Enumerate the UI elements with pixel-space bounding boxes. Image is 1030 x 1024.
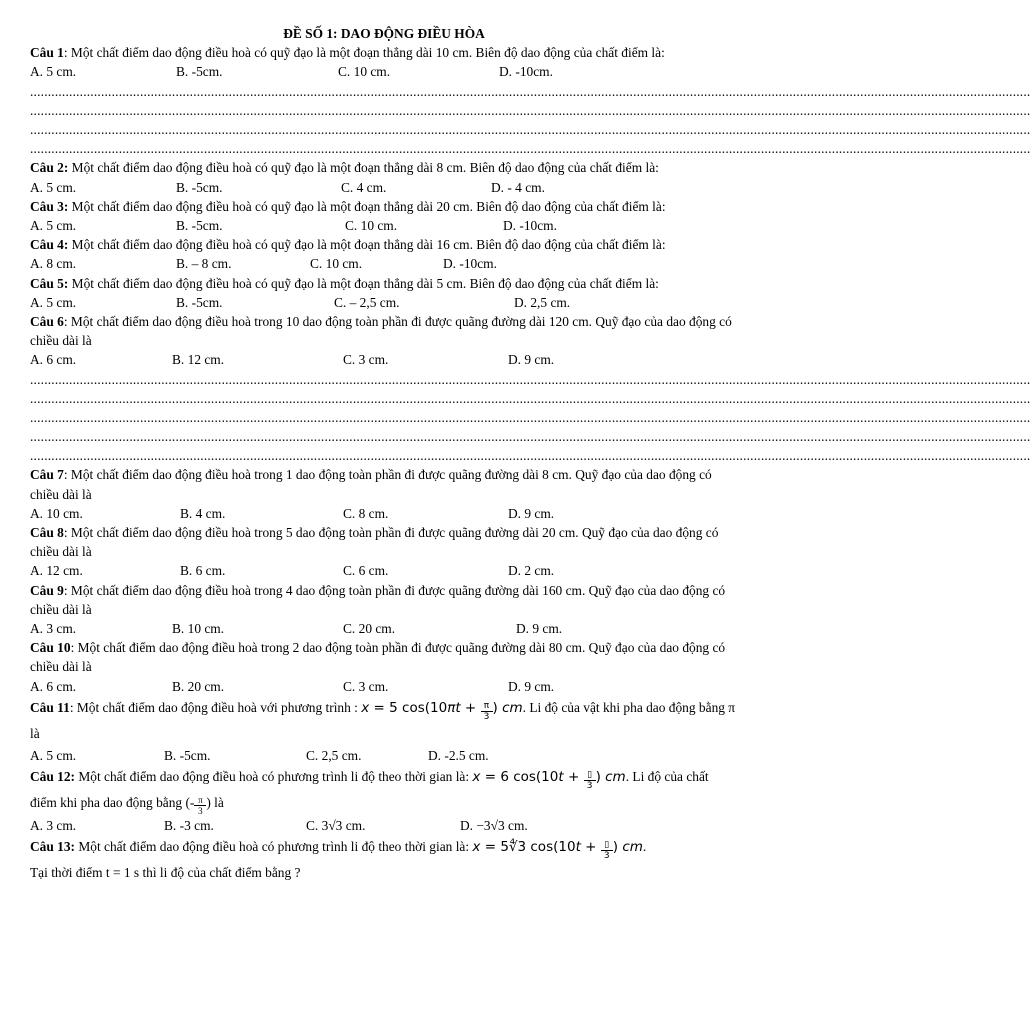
option-a[interactable]: A. 8 cm. [30, 256, 77, 272]
option-c[interactable]: C. 8 cm. [343, 505, 389, 521]
question-2 [30, 158, 738, 196]
option-b[interactable]: B. -5cm. [176, 217, 223, 233]
option-a[interactable]: A. 5 cm. [30, 747, 77, 763]
question-body: Một chất điểm dao động điều hoà có phương trình li độ theo thời gian là: [75, 769, 473, 784]
answer-options [30, 746, 738, 765]
answer-options [30, 350, 738, 369]
eq-fraction [601, 840, 613, 861]
equation [472, 769, 626, 791]
option-d[interactable]: D. −3√3 cm. [460, 818, 528, 833]
eq-variable: x [472, 769, 481, 785]
option-b[interactable]: B. 10 cm. [172, 621, 225, 637]
eq-plus: + [460, 699, 481, 716]
question-text [30, 197, 738, 216]
option-b[interactable]: B. 20 cm. [172, 678, 225, 694]
answer-line: .......................................................................................................................................................................................................................................................................................... [30, 102, 1030, 118]
eq-t: t [558, 769, 564, 785]
question-body: Một chất điểm dao động điều hoà có quỹ đạo là một đoạn thẳng dài 8 cm. Biên độ dao động của chất điểm là: [68, 160, 659, 176]
question-text [30, 158, 738, 177]
eq-close: ) [595, 769, 606, 785]
equation [472, 839, 643, 862]
eq-unit: cm [622, 839, 643, 856]
eq-unit: cm [502, 699, 523, 716]
question-body: : Một chất điểm dao động điều hoà trong 1 dao động toàn phần đi được quãng đường dài 8 cm. Quỹ đạo của dao động có chiều dài là [30, 467, 712, 502]
question-body-end: . [642, 839, 647, 855]
question-text [30, 274, 738, 293]
answer-options [30, 216, 738, 235]
equation [361, 699, 523, 722]
option-d[interactable]: D. 9 cm. [516, 621, 563, 637]
answer-options [30, 178, 738, 197]
question-label: Câu 12: [30, 769, 76, 784]
question-text [30, 523, 738, 561]
question-label: Câu 7 [30, 467, 64, 483]
option-c[interactable]: C. 10 cm. [338, 64, 391, 80]
answer-line: .......................................................................................................................................................................................................................................................................................... [30, 390, 1030, 406]
option-a[interactable]: A. 5 cm. [30, 217, 77, 233]
question-3 [30, 197, 738, 235]
option-d[interactable]: D. 9 cm. [508, 352, 555, 368]
eq-fraction [584, 770, 596, 791]
question-body: : Một chất điểm dao động điều hoà với phương trình : [69, 699, 362, 715]
question-text [30, 581, 738, 619]
answer-line: .......................................................................................................................................................................................................................................................................................... [30, 371, 1030, 387]
option-b[interactable]: B. -3 cm. [164, 818, 214, 833]
option-a[interactable]: A. 5 cm. [30, 64, 77, 80]
question-12 [30, 765, 738, 835]
option-c[interactable]: C. 6 cm. [343, 563, 389, 579]
eq-denominator: 3 [584, 780, 596, 791]
option-d[interactable]: D. -2.5 cm. [428, 747, 489, 763]
question-text [30, 465, 738, 503]
option-d[interactable]: D. 2,5 cm. [514, 294, 571, 310]
option-d[interactable]: D. -10cm. [499, 64, 553, 80]
question-label: Câu 4: [30, 237, 69, 253]
question-label: Câu 10 [30, 640, 71, 656]
question-label: Câu 3: [30, 198, 69, 214]
question-text [30, 638, 738, 676]
question-body: : Một chất điểm dao động điều hoà trong 2 dao động toàn phần đi được quãng đường dài 80 cm. Quỹ đạo của dao động có chiều dài là [30, 640, 726, 675]
question-body: Một chất điểm dao động điều hoà có quỹ đạo là một đoạn thẳng dài 5 cm. Biên độ dao động của chất điểm là: [68, 275, 659, 291]
question-5 [30, 274, 738, 312]
question-label: Câu 13: [30, 839, 76, 855]
eq-denominator: 3 [481, 711, 493, 722]
question-8 [30, 523, 738, 581]
option-c[interactable]: C. 10 cm. [310, 256, 363, 272]
eq-close: ) [492, 699, 503, 716]
question-9 [30, 581, 738, 639]
question-10 [30, 638, 738, 696]
eq-t: t [575, 839, 581, 856]
question-body: : Một chất điểm dao động điều hoà có quỹ đạo là một đoạn thẳng dài 10 cm. Biên độ dao động của chất điểm là: [63, 45, 665, 61]
question-line-2: Tại thời điểm t = 1 s thì li độ của chất điểm bằng ? [30, 865, 301, 881]
question-label: Câu 2: [30, 160, 69, 176]
answer-options [30, 619, 738, 638]
option-d[interactable]: D. 9 cm. [508, 678, 555, 694]
question-13 [30, 835, 738, 885]
question-text [30, 696, 738, 746]
question-body: Một chất điểm dao động điều hoà có phương trình li độ theo thời gian là: [75, 839, 473, 855]
question-text [30, 835, 738, 861]
phase-denominator: 3 [194, 805, 206, 816]
eq-numerator: ▯ [587, 770, 593, 780]
question-text [30, 765, 738, 816]
option-c[interactable]: C. 2,5 cm. [306, 747, 362, 763]
question-label: Câu 9 [30, 582, 64, 598]
question-label: Câu 11 [30, 699, 70, 715]
question-text [30, 312, 738, 350]
eq-main: = 5∜3 cos(10 [480, 839, 576, 856]
question-label: Câu 5: [30, 275, 69, 291]
page-title: ĐỀ SỐ 1: DAO ĐỘNG ĐIỀU HÒA [283, 26, 485, 41]
question-label: Câu 6 [30, 313, 64, 329]
question-body-end: . Li độ của chất điểm khi pha dao động bằng (- [30, 769, 709, 810]
eq-denominator: 3 [601, 850, 613, 861]
phase-numerator: π [198, 795, 203, 805]
option-a[interactable]: A. 12 cm. [30, 563, 83, 579]
question-body: Một chất điểm dao động điều hoà có quỹ đạo là một đoạn thẳng dài 16 cm. Biên độ dao động của chất điểm là: [68, 237, 666, 253]
question-body-end: . Li độ của vật khi pha dao động bằng π là [30, 699, 736, 741]
option-b[interactable]: B. 4 cm. [180, 505, 226, 521]
question-label: Câu 8 [30, 525, 64, 541]
question-body: Một chất điểm dao động điều hoà có quỹ đạo là một đoạn thẳng dài 20 cm. Biên độ dao động của chất điểm là: [68, 198, 666, 214]
eq-plus: + [580, 839, 601, 856]
option-c[interactable]: C. – 2,5 cm. [334, 294, 400, 310]
option-a[interactable]: A. 10 cm. [30, 505, 83, 521]
option-a[interactable]: A. 5 cm. [30, 179, 77, 195]
eq-numerator: ▯ [604, 840, 610, 851]
question-11 [30, 696, 738, 765]
question-1 [30, 43, 738, 81]
answer-options [30, 677, 738, 696]
answer-options [30, 62, 738, 81]
option-c[interactable]: C. 20 cm. [343, 621, 396, 637]
question-7 [30, 465, 738, 523]
option-b[interactable]: B. -5cm. [176, 179, 223, 195]
question-text [30, 235, 738, 254]
option-a[interactable]: A. 3 cm. [30, 621, 77, 637]
option-d[interactable]: D. 9 cm. [508, 505, 555, 521]
answer-line: .......................................................................................................................................................................................................................................................................................... [30, 121, 1030, 137]
answer-options [30, 293, 738, 312]
question-body: : Một chất điểm dao động điều hoà trong 4 dao động toàn phần đi được quãng đường dài 160 cm. Quỹ đạo của dao động có chiều dài là [30, 582, 726, 617]
option-d[interactable]: D. -10cm. [503, 217, 557, 233]
answer-line: .......................................................................................................................................................................................................................................................................................... [30, 429, 1030, 445]
eq-plus: + [563, 769, 584, 785]
option-a[interactable]: A. 6 cm. [30, 352, 77, 368]
option-b[interactable]: B. -5cm. [176, 294, 223, 310]
eq-main: = 6 cos(10 [480, 769, 559, 785]
answer-line: .......................................................................................................................................................................................................................................................................................... [30, 448, 1030, 464]
option-b[interactable]: B. 12 cm. [172, 352, 225, 368]
option-b[interactable]: B. -5cm. [176, 64, 223, 80]
option-c[interactable]: C. 3 cm. [343, 352, 389, 368]
question-text [30, 43, 738, 62]
option-c[interactable]: C. 3√3 cm. [306, 818, 366, 833]
answer-options [30, 254, 738, 273]
eq-main: = 5 cos(10 [369, 699, 448, 716]
option-d[interactable]: D. 2 cm. [508, 563, 555, 579]
option-c[interactable]: C. 4 cm. [341, 179, 387, 195]
eq-unit: cm [605, 769, 626, 785]
eq-close: ) [612, 839, 623, 856]
eq-variable: x [361, 699, 370, 716]
option-d[interactable]: D. - 4 cm. [491, 179, 545, 195]
option-d[interactable]: D. -10cm. [443, 256, 497, 272]
answer-options [30, 816, 738, 835]
question-body: : Một chất điểm dao động điều hoà trong 5 dao động toàn phần đi được quãng đường dài 20 cm. Quỹ đạo của dao động có chiều dài là [30, 525, 719, 560]
question-body: : Một chất điểm dao động điều hoà trong 10 dao động toàn phần đi được quãng đường dài 120 cm. Quỹ đạo của dao động có chiều dài là [30, 313, 732, 349]
answer-options [30, 504, 738, 523]
option-c[interactable]: C. 10 cm. [345, 217, 398, 233]
question-4 [30, 235, 738, 273]
eq-numerator: π [483, 700, 490, 711]
phase-fraction [194, 795, 206, 816]
option-c[interactable]: C. 3 cm. [343, 678, 389, 694]
answer-line: .......................................................................................................................................................................................................................................................................................... [30, 83, 1030, 99]
option-a[interactable]: A. 6 cm. [30, 678, 77, 694]
option-b[interactable]: B. -5cm. [164, 747, 211, 763]
question-6 [30, 312, 738, 370]
question-body-tail: ) là [206, 795, 224, 810]
answer-line: .......................................................................................................................................................................................................................................................................................... [30, 141, 1030, 157]
option-b[interactable]: B. – 8 cm. [176, 256, 232, 272]
option-a[interactable]: A. 3 cm. [30, 818, 77, 833]
eq-fraction [481, 701, 493, 722]
eq-variable: x [472, 839, 481, 856]
answer-line: .......................................................................................................................................................................................................................................................................................... [30, 409, 1030, 425]
eq-pit: πt [447, 699, 461, 716]
option-a[interactable]: A. 5 cm. [30, 294, 77, 310]
answer-options [30, 561, 738, 580]
option-b[interactable]: B. 6 cm. [180, 563, 226, 579]
question-label: Câu 1 [30, 45, 64, 61]
